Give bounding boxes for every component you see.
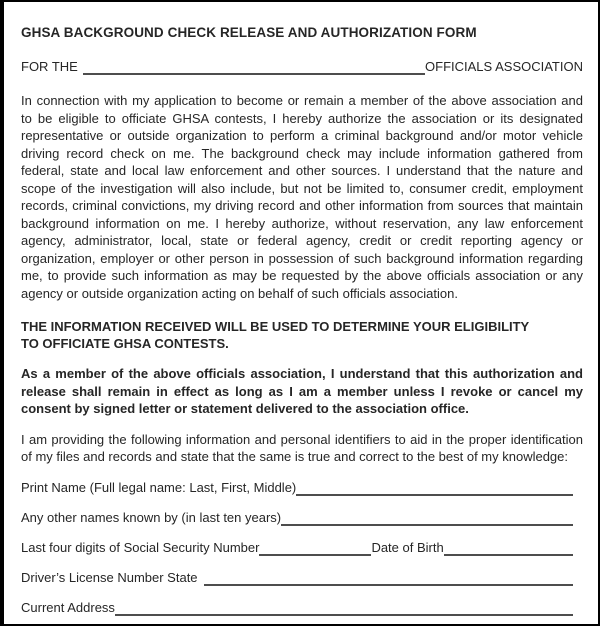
- date-of-birth-blank[interactable]: [444, 541, 573, 556]
- authorization-paragraph-line-3: representative or outside organization to perform a criminal background and/or motor vehicle: [21, 128, 583, 143]
- authorization-paragraph: [21, 92, 583, 302]
- eligibility-notice-line-1: THE INFORMATION RECEIVED WILL BE USED TO DETERMINE YOUR ELIGIBILITY: [21, 319, 530, 334]
- membership-clause-line-2: release shall remain in effect as long as I am a member unless I revoke or cancel my: [21, 383, 583, 399]
- field-row-other-names: [21, 509, 573, 526]
- authorization-paragraph-line-11: me, to provide such information as may be requested by the above officials association or any: [21, 268, 583, 283]
- eligibility-notice: [21, 318, 583, 352]
- ssn-label: Last four digits of Social Security Number: [21, 539, 260, 555]
- for-the-row: [21, 58, 583, 75]
- field-row-current-address: [21, 599, 573, 616]
- authorization-paragraph-line-5: federal, state and local law enforcement and other sources. I understand that the nature and: [21, 163, 583, 178]
- other-names-label: Any other names known by (in last ten years): [21, 509, 282, 525]
- authorization-paragraph-line-9: agency, administrator, local, state or federal agency, credit or credit reporting agency or: [21, 233, 583, 248]
- authorization-paragraph-line-6: scope of the investigation will also include, but not be limited to, consumer credit, employment: [21, 180, 583, 196]
- authorization-paragraph-line-4: driving record check on me. The background check may include information gathered from: [21, 145, 583, 161]
- form-title: GHSA BACKGROUND CHECK RELEASE AND AUTHORIZATION FORM: [21, 25, 477, 40]
- identifiers-intro-line-1: I am providing the following information and personal identifiers to aid in the proper identification: [21, 431, 583, 447]
- print-name-label: Print Name (Full legal name: Last, First, Middle): [21, 479, 297, 495]
- field-row-drivers-license: [21, 569, 573, 586]
- authorization-paragraph-line-1: In connection with my application to become or remain a member of the above association and: [21, 93, 583, 108]
- current-address-label: Current Address: [21, 599, 115, 615]
- eligibility-notice-line-2: TO OFFICIATE GHSA CONTESTS.: [21, 336, 229, 351]
- ssn-last-four-blank[interactable]: [259, 541, 371, 556]
- drivers-license-label: Driver’s License Number State: [21, 569, 198, 585]
- identifiers-intro-line-2: of my files and records and state that the same is true and correct to the best of my knowledge:: [21, 449, 569, 464]
- membership-clause-line-3: consent by signed letter or statement delivered to the association office.: [21, 401, 469, 416]
- officials-association-label: OFFICIALS ASSOCIATION: [425, 59, 583, 74]
- membership-clause-line-1: As a member of the above officials association, I understand that this authorization and: [21, 366, 583, 381]
- print-name-blank[interactable]: [296, 481, 573, 496]
- other-names-blank[interactable]: [281, 511, 573, 526]
- authorization-paragraph-line-10: organization, employer or other person in possession of such background information regarding: [21, 250, 583, 266]
- field-row-print-name: [21, 479, 573, 496]
- membership-clause: [21, 365, 583, 418]
- association-name-blank[interactable]: [83, 60, 425, 75]
- authorization-paragraph-line-2: to be eligible to officiate GHSA contests, I hereby authorize the association or its designated: [21, 110, 583, 126]
- current-address-blank[interactable]: [115, 601, 573, 616]
- identifiers-intro: [21, 431, 583, 466]
- authorization-paragraph-line-7: records, criminal convictions, my driving record and other information from sources that maintain: [21, 198, 583, 213]
- authorization-paragraph-line-12: agency or outside organization acting on behalf of such officials association.: [21, 285, 458, 301]
- drivers-license-blank[interactable]: [204, 571, 573, 586]
- date-of-birth-label: Date of Birth: [371, 539, 444, 555]
- for-the-label: FOR THE: [21, 59, 78, 74]
- field-row-ssn-dob: [21, 539, 573, 556]
- authorization-paragraph-line-8: background information on me. I hereby authorize, without reservation, any law enforcement: [21, 215, 583, 231]
